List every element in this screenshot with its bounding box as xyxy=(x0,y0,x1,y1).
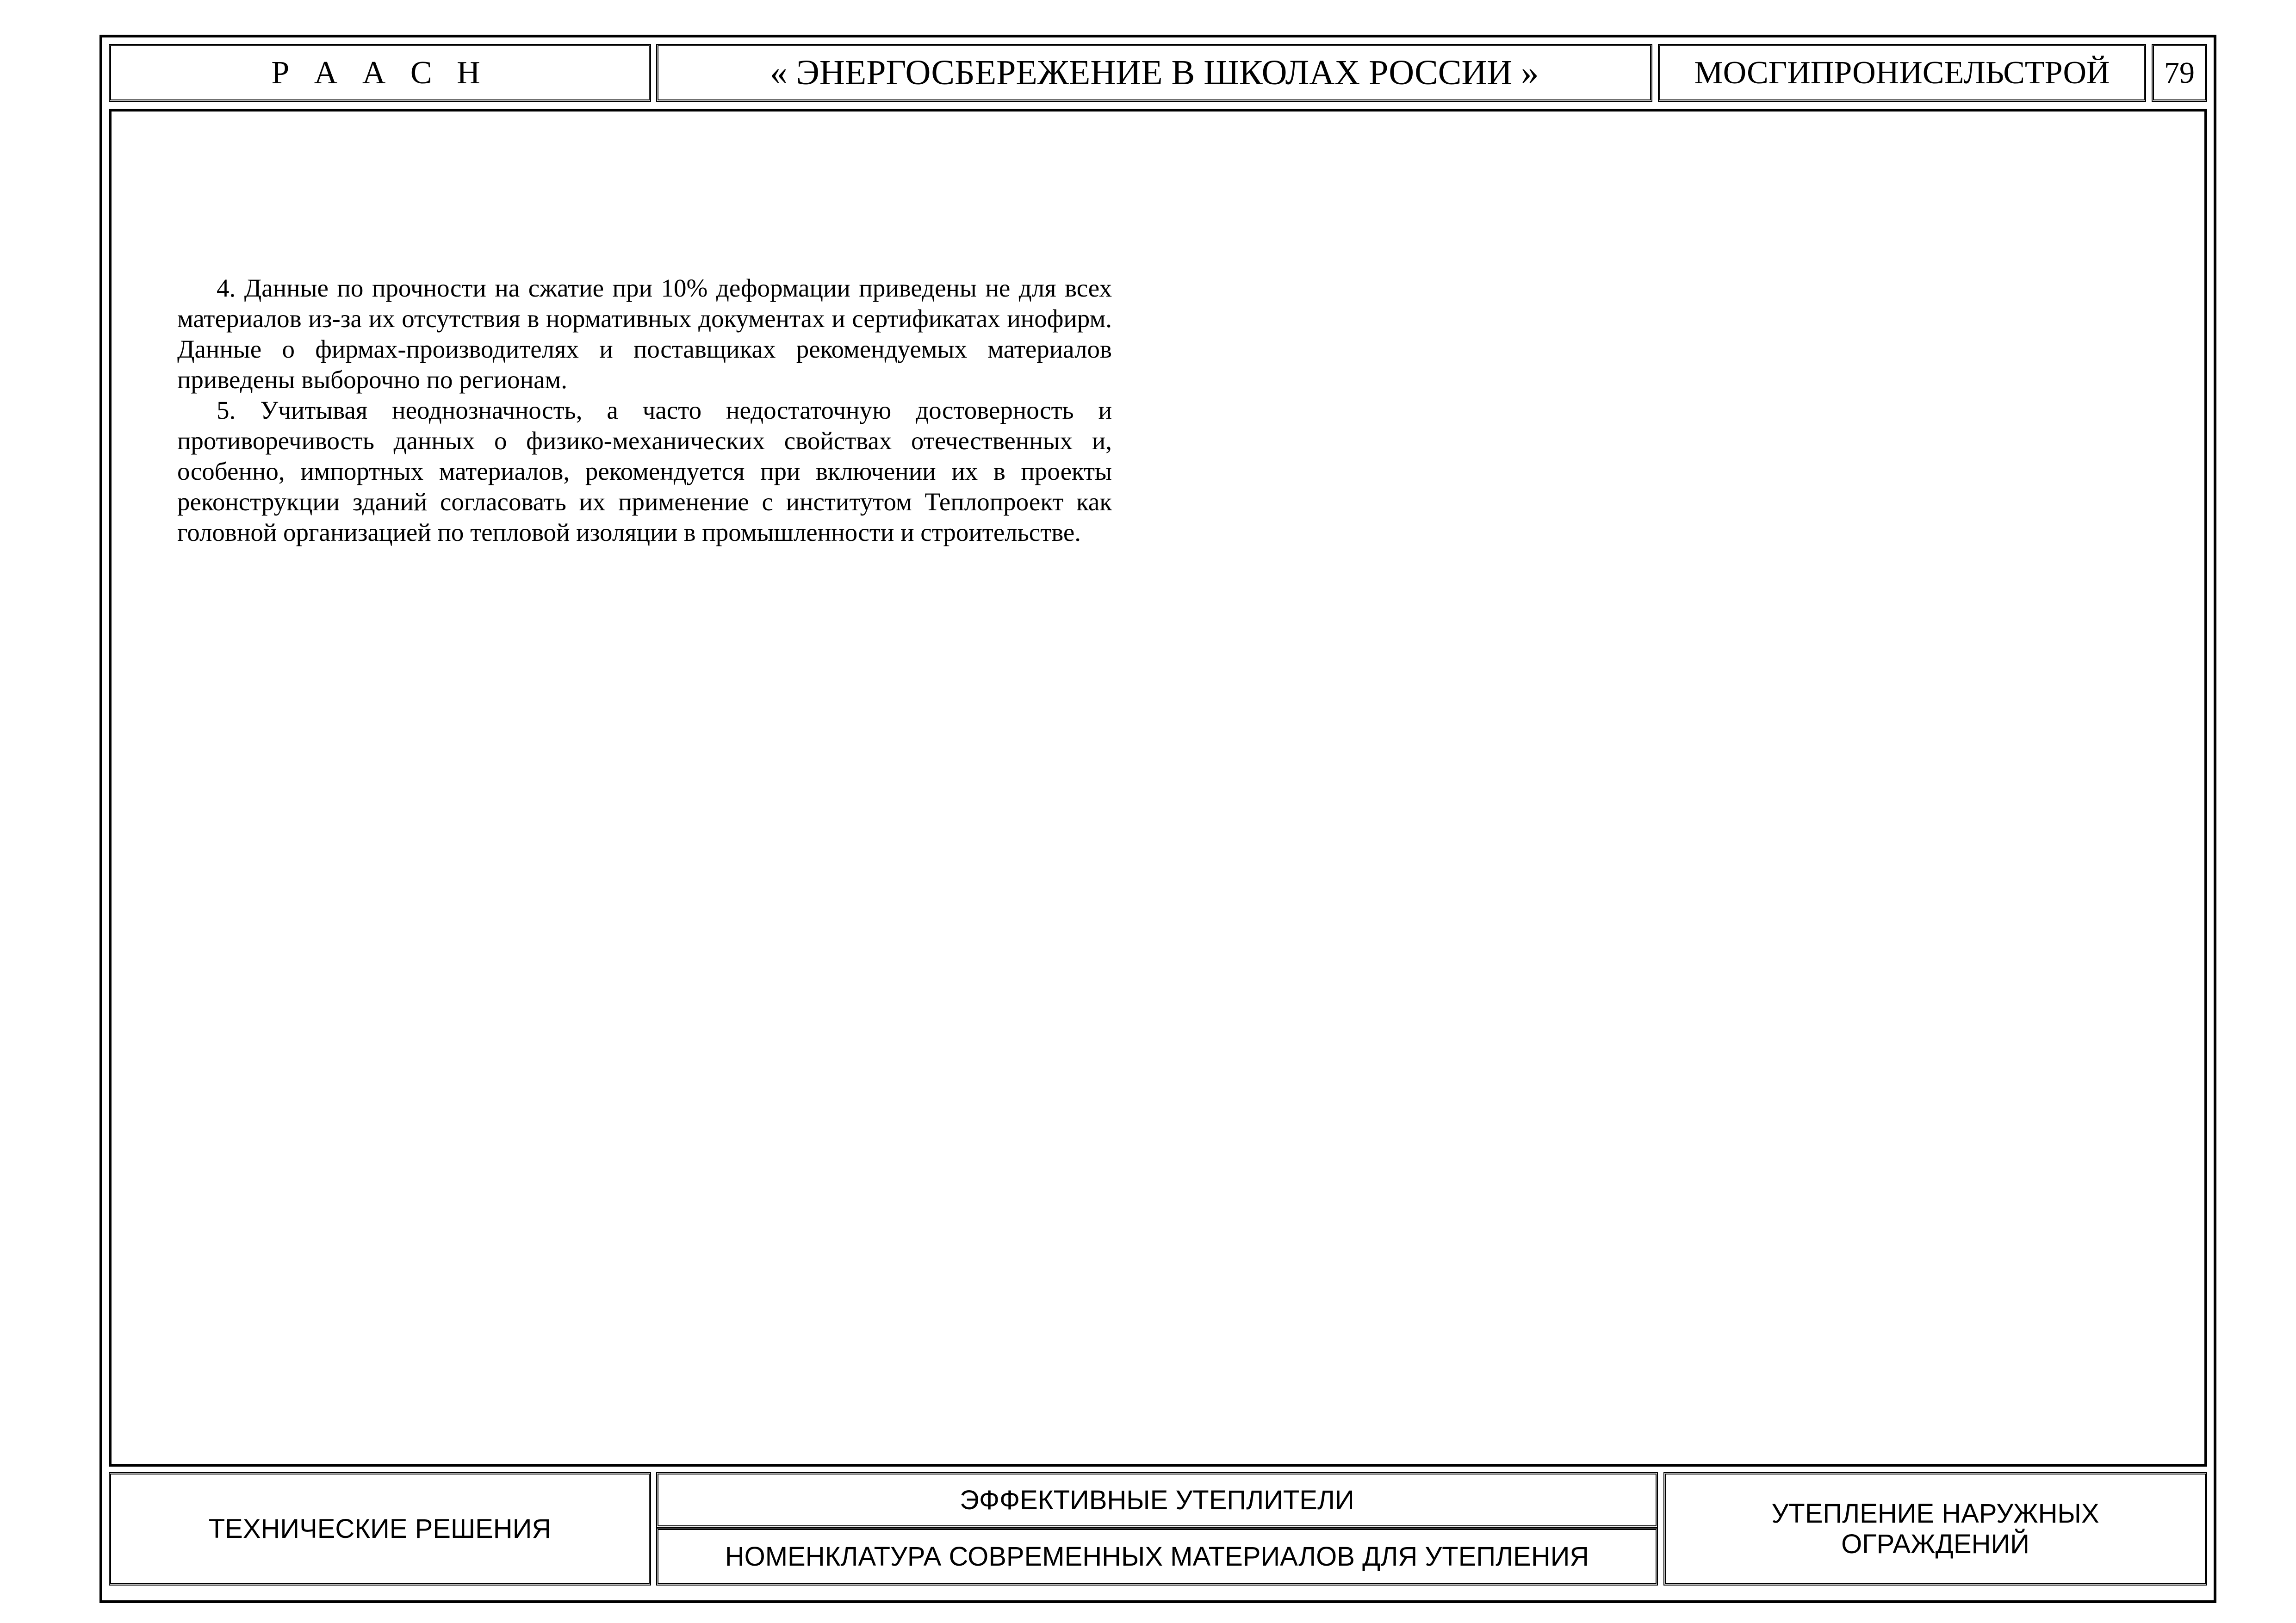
header-organization: Р А А С Н xyxy=(109,44,651,102)
header-institute: МОСГИПРОНИСЕЛЬСТРОЙ xyxy=(1658,44,2146,102)
paragraph-4: 4. Данные по прочности на сжатие при 10% деформации приведены не для всех материалов из-за их отсутствия в нормативных документах и сертификатах инофирм. Данные о фирмах-производителях и поставщиках рекомендуемых материалов приведены выборочно по регионам. xyxy=(177,274,1112,394)
header-title: « ЭНЕРГОСБЕРЕЖЕНИЕ В ШКОЛАХ РОССИИ » xyxy=(656,44,1652,102)
body-text xyxy=(177,273,1112,548)
page-number: 79 xyxy=(2152,44,2207,102)
footer-topic: ЭФФЕКТИВНЫЕ УТЕПЛИТЕЛИ xyxy=(656,1472,1658,1528)
footer-section: ТЕХНИЧЕСКИЕ РЕШЕНИЯ xyxy=(109,1472,651,1586)
footer-subtopic: НОМЕНКЛАТУРА СОВРЕМЕННЫХ МАТЕРИАЛОВ ДЛЯ УТЕПЛЕНИЯ xyxy=(656,1528,1658,1586)
paragraph-5: 5. Учитывая неоднозначность, а часто недостаточную достоверность и противоречивость данных о физико-механических свойствах отечественных и, особенно, импортных материалов, рекомендуется при включении их в проекты реконструкции зданий согласовать их применение с институтом Теплопроект как головной организацией по тепловой изоляции в промышленности и строительстве. xyxy=(177,396,1112,546)
footer-chapter: УТЕПЛЕНИЕ НАРУЖНЫХ ОГРАЖДЕНИЙ xyxy=(1663,1472,2207,1586)
